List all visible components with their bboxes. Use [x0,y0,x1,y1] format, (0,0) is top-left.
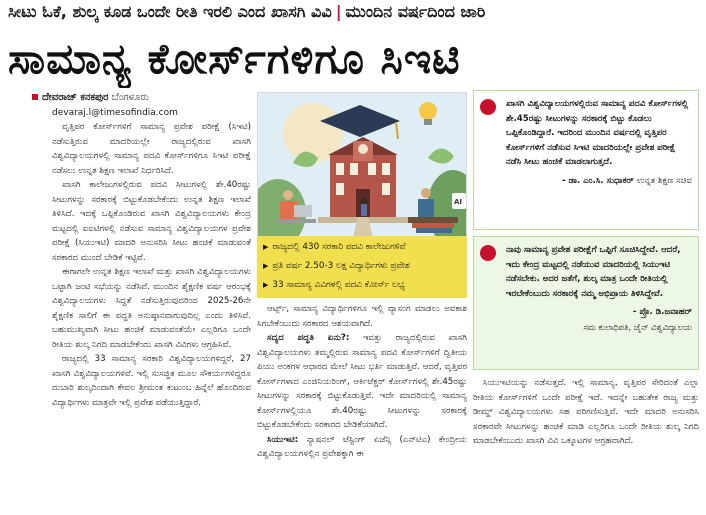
quote-designation: ಉನ್ನತ ಶಿಕ್ಷಣ ಸಚಿವ [636,175,692,186]
article-paragraph: ನ್ಯಾಷನಲ್ ಟೆಸ್ಟಿಂಗ್ ಏಜೆನ್ಸಿ (ಎನ್‌ಟಿಎ) ಕೇಂದ್ರೀಯ ವಿಶ್ವವಿದ್ಯಾಲಯಗಳಲ್ಲಿನ ಪ್ರವೇಶಕ್ಕಾಗಿ ಈ [257,434,467,459]
article-column-middle [257,302,467,512]
illustration [257,92,467,240]
article-paragraph: ರಾಜ್ಯದಲ್ಲಿ 33 ಸಾಮಾನ್ಯ ಸರಕಾರಿ ವಿಶ್ವವಿದ್ಯಾಲಯಗಳಿದ್ದರೆ, 27 ಖಾಸಗಿ ವಿಶ್ವವಿದ್ಯಾಲಯಗಳಿವೆ. ಇಲ್ಲಿ ಸುಸಜ್ಜಿತ ಮೂಲ ಸೌಕರ್ಯಗಳಿದ್ದರೂ ದುಬಾರಿ ಶುಲ್ಕದಿಂದಾಗಿ ಕೇವಲ ಶ್ರೀಮಂತ ಕುಟುಂಬ ಹಿನ್ನೆಲೆ ಹೊಂದಿರುವ ವಿದ್ಯಾರ್ಥಿಗಳು ಮಾತ್ರವೇ ಇಲ್ಲಿ ಪ್ರವೇಶ ಪಡೆಯುತ್ತಿದ್ದಾರೆ. [52,354,251,408]
kicker-right: ಮುಂದಿನ ವರ್ಷದಿಂದ ಜಾರಿ [345,2,486,21]
fact-item: ▶ ರಾಜ್ಯದಲ್ಲಿ 430 ಸರಕಾರಿ ಪದವಿ ಕಾಲೇಜುಗಳಿವೆ [263,238,461,257]
ai-badge: AI [454,198,463,206]
quote-speaker: - ಪ್ರೊ. ಡಿ.ಜವಾಹರ್ [632,307,692,317]
quote-box-jain [473,236,699,370]
article-paragraph: ಇವತ್ತು ರಾಜ್ಯದಲ್ಲಿರುವ ಖಾಸಗಿ ವಿಶ್ವವಿದ್ಯಾಲಯಗಳು ತಮ್ಮಲ್ಲಿರುವ ಸಾಮಾನ್ಯ ಪದವಿ ಕೋರ್ಸ್‌ಗಳಿಗೆ ದ್ವಿತೀಯ ಪಿಯು ಅಂಕಗಳ ಆಧಾರದ ಮೇಲೆ ಸೀಟು ಭರ್ತಿ ಮಾಡುತ್ತಿವೆ. ಆದರೆ, ವೃತ್ತಿಪರ ಕೋರ್ಸ್‌ಗಳಾದ ಎಂಜಿನಿಯರಿಂಗ್, ಆರ್ಕಿಟೆಕ್ಚರ್ ಕೋರ್ಸ್‌ಗಳಲ್ಲಿ ಶೇ.45ರಷ್ಟು ಸೀಟುಗಳನ್ನು ಸರಕಾರಕ್ಕೆ ಬಿಟ್ಟುಕೊಡುತ್ತಿವೆ. ಇದೇ ಮಾದರಿಯಲ್ಲಿ ಸಾಮಾನ್ಯ ಕೋರ್ಸ್‌ಗಳಲ್ಲಿಯೂ ಶೇ.40ರಷ್ಟು ಸೀಟುಗಳನ್ನು ಸರಕಾರಕ್ಕೆ ಬಿಟ್ಟುಕೊಡಬೇಕೆಂದು ಸರಕಾರದ ಬೇಡಿಕೆಯಾಗಿದೆ. [257,333,467,430]
kicker-left: ಸೀಟು ಓಕೆ, ಶುಲ್ಕ ಕೂಡ ಒಂದೇ ರೀತಿ ಇರಲಿ ಎಂದ ಖಾಸಗಿ ವಿವಿ [8,2,332,21]
fact-item: ▶ ಪ್ರತಿ ವರ್ಷ 2.50-3 ಲಕ್ಷ ವಿದ್ಯಾರ್ಥಿಗಳು ಪ್ರವೇಶ [263,257,461,276]
quote-text: ಖಾಸಗಿ ವಿಶ್ವವಿದ್ಯಾಲಯಗಳಲ್ಲಿರುವ ಸಾಮಾನ್ಯ ಪದವಿ ಕೋರ್ಸ್‌ಗಳಲ್ಲಿ ಶೇ.45ರಷ್ಟು ಸೀಟುಗಳನ್ನು ಸರಕಾರಕ್ಕೆ ಬಿಟ್ಟು ಕೊಡಲು ಒಪ್ಪಿಕೊಂಡಿದ್ದಾರೆ. ಇದರಿಂದ ಮುಂದಿನ ವರ್ಷದಲ್ಲಿ ವೃತ್ತಿಪರ ಕೋರ್ಸ್‌ಗಳಿಗೆ ನಡೆಸುವ ಸಿಇಟಿ ಮಾದರಿಯಲ್ಲೇ ಪ್ರವೇಶ ಪರೀಕ್ಷೆ ನಡೆಸಿ ಸೀಟು ಹಂಚಿಕೆ ಮಾಡಲಾಗುತ್ತದೆ. [506,99,689,167]
quote-box-minister [473,90,699,230]
article-column-left [52,120,251,512]
article-paragraph: ಆರ್ಟ್ಸ್, ಸಾಮಾನ್ಯ ವಿದ್ಯಾರ್ಥಿಗಳಿಗೂ ಇಲ್ಲಿ ವ್ಯಾಸಂಗ ಮಾಡಲು ಅವಕಾಶ ಸಿಗಬೇಕೆಂಬುದು ಸರಕಾರದ ಆಶಯವಾಗಿದೆ. [257,304,467,329]
article-paragraph: ವೃತ್ತಿಪರ ಕೋರ್ಸ್‌ಗಳಿಗೆ ಸಾಮಾನ್ಯ ಪ್ರವೇಶ ಪರೀಕ್ಷೆ (ಸಿಇಟಿ) ನಡೆಸುತ್ತಿರುವ ಮಾದರಿಯಲ್ಲೇ ರಾಜ್ಯದಲ್ಲಿರುವ ಖಾಸಗಿ ವಿಶ್ವವಿದ್ಯಾಲಯಗಳಲ್ಲಿ ಸಾಮಾನ್ಯ ಪದವಿ ಕೋರ್ಸ್‌ಗಳಿಗೂ ಸಿಇಟಿ ಪರೀಕ್ಷೆ ನಡೆಸಲು ಉನ್ನತ ಶಿಕ್ಷಣ ಇಲಾಖೆ ನಿರ್ಧರಿಸಿದೆ. [52,122,251,176]
byline [32,92,257,103]
quote-speaker: - ಡಾ. ಎಂ.ಸಿ. ಸುಧಾಕರ್ [561,175,634,186]
byline-author: ದೇವರಾಜ್ ಕನಕಪುರ [42,92,109,103]
byline-place: ಬೆಂಗಳೂರು [111,92,149,103]
quote-marker-icon [480,245,496,261]
headline: ಸಾಮಾನ್ಯ ಕೋರ್ಸ್‌ಗಳಿಗೂ ಸಿಇಟಿ [8,34,461,83]
subheading-cuet: ಸಿಯುಇಟಿ: [267,434,299,445]
kicker-separator: | [335,2,342,21]
subheading-current-system: ಸದ್ಯದ ಪದ್ಧತಿ ಏನು?: [267,333,350,343]
article-column-right [473,376,699,512]
quote-marker-icon [480,99,496,115]
article-paragraph: ಖಾಸಗಿ ಕಾಲೇಜುಗಳಲ್ಲಿರುವ ಪದವಿ ಸೀಟುಗಳಲ್ಲಿ ಶೇ.40ರಷ್ಟು ಸೀಟುಗಳನ್ನು ಸರಕಾರಕ್ಕೆ ಬಿಟ್ಟುಕೊಡಬೇಕೆಂದು ಉನ್ನತ ಶಿಕ್ಷಣ ಇಲಾಖೆ ತಿಳಿಸಿದೆ. ಇದಕ್ಕೆ ಒಪ್ಪಿಕೊಂಡಿರುವ ಖಾಸಗಿ ವಿಶ್ವವಿದ್ಯಾಲಯಗಳು ಕೇಂದ್ರ ಮಟ್ಟದಲ್ಲಿ ಐಐಟಿಗಳಲ್ಲಿ ನಡೆಸುವ ಸಾಮಾನ್ಯ ವಿಶ್ವವಿದ್ಯಾಲಯಗಳ ಪ್ರವೇಶ ಪರೀಕ್ಷೆ (ಸಿಯುಇಟಿ) ಮಾದರಿ ಅನುಸರಿಸಿ ಸೀಟು ಹಂಚಿಕೆ ಮಾಡುವಂತೆ ಸರಕಾರದ ಮುಂದೆ ಬೇಡಿಕೆ ಇಟ್ಟಿವೆ. [52,180,251,263]
quote-text: ನಾವು ಸಾಮಾನ್ಯ ಪ್ರವೇಶ ಪರೀಕ್ಷೆಗೆ ಒಪ್ಪಿಗೆ ಸೂಚಿಸಿದ್ದೇವೆ. ಆದರೆ, ಇದು ಕೇಂದ್ರ ಮಟ್ಟದಲ್ಲಿ ನಡೆಯುವ ಮಾದರಿಯಲ್ಲಿ ಸಿಯುಇಟಿ ನಡೆಸಬೇಕು. ಅದರ ಜತೆಗೆ, ಶುಲ್ಕ ಮಾತ್ರ ಒಂದೇ ರೀತಿಯಲ್ಲಿ ಇರಬೇಕೆಂಬುದು ಸರಕಾರಕ್ಕೆ ನಮ್ಮ ಅಭಿಪ್ರಾಯ ತಿಳಿಸಿದ್ದೇವೆ. [506,245,681,299]
university-illustration-icon [258,93,467,240]
fact-item: ▶ 33 ಸಾಮಾನ್ಯ ವಿವಿಗಳಲ್ಲಿ ಪದವಿ ಕೋರ್ಸ್ ಲಭ್ಯ [263,276,461,295]
byline-marker-icon [32,94,38,100]
quote-designation: ಸಮ ಕುಲಾಧಿಪತಿ, ಜೈನ್ ವಿಶ್ವವಿದ್ಯಾಲಯ [583,321,692,332]
facts-box [257,236,467,298]
quote-attribution [480,174,692,189]
kicker-line [8,2,698,28]
article-paragraph: ಈಗಾಗಲೇ ಉನ್ನತ ಶಿಕ್ಷಣ ಇಲಾಖೆ ಮತ್ತು ಖಾಸಗಿ ವಿಶ್ವವಿದ್ಯಾಲಯಗಳು ಒಟ್ಟಾಗಿ ಜಂಟಿ ಸಭೆಯನ್ನು ನಡೆಸಿವೆ. ಮುಂದಿನ ಶೈಕ್ಷಣಿಕ ವರ್ಷ ಆರಂಭಕ್ಕೆ ವಿಶ್ವವಿದ್ಯಾಲಯಗಳು ಸಿದ್ಧತೆ ನಡೆಸುತ್ತಿರುವುದರಿಂದ 2025-26ನೇ ಶೈಕ್ಷಣಿಕ ಸಾಲಿಗೆ ಈ ಪದ್ಧತಿ ಅನುಷ್ಠಾನವಾಗುವುದಿಲ್ಲ ಎಂದು ತಿಳಿಸಿವೆ. ಬಹುಮುಖ್ಯವಾಗಿ ಸೀಟು ಹಂಚಿಕೆ ಮಾಡುವಂತೆಯೇ ಎಲ್ಲರಿಗೂ ಒಂದೇ ರೀತಿಯ ಶುಲ್ಕ ನಿಗದಿ ಮಾಡಬೇಕೆಂದು ಖಾಸಗಿ ವಿವಿಗಳು ಆಗ್ರಹಿಸಿವೆ. [52,267,251,350]
author-email[interactable]: devaraj.l@timesofindia.com [52,108,178,118]
article-paragraph: ಸಿಯುಇಟಿಯನ್ನು ನಡೆಸುತ್ತದೆ. ಇಲ್ಲಿ ಸಾಮಾನ್ಯ, ವೃತ್ತಿಪರ ಸೇರಿದಂತೆ ಎಲ್ಲಾ ರೀತಿಯ ಕೋರ್ಸ್‌ಗಳಿಗೆ ಒಂದೇ ಪರೀಕ್ಷೆ ಇದೆ. ಇದನ್ನೇ ಬಹುತೇಕ ರಾಜ್ಯ ಮತ್ತು ಡೀಮ್ಡ್ ವಿಶ್ವವಿದ್ಯಾಲಯಗಳು ಸಹ ಪರಿಗಣಿಸುತ್ತಿವೆ. ಇದೇ ಮಾದರಿ ಅನುಸರಿಸಿ ಸರಕಾರವೇ ಸೀಟುಗಳನ್ನು ಹಂಚಿಕೆ ಮಾಡಿ ಎಲ್ಲರಿಗೂ ಒಂದೇ ರೀತಿಯ ಶುಲ್ಕ ನಿಗದಿ ಮಾಡಬೇಕೆಂಬುದು ಖಾಸಗಿ ವಿವಿ ಒಕ್ಕೂಟಗಳ ಆಗ್ರಹವಾಗಿದೆ. [473,378,699,446]
